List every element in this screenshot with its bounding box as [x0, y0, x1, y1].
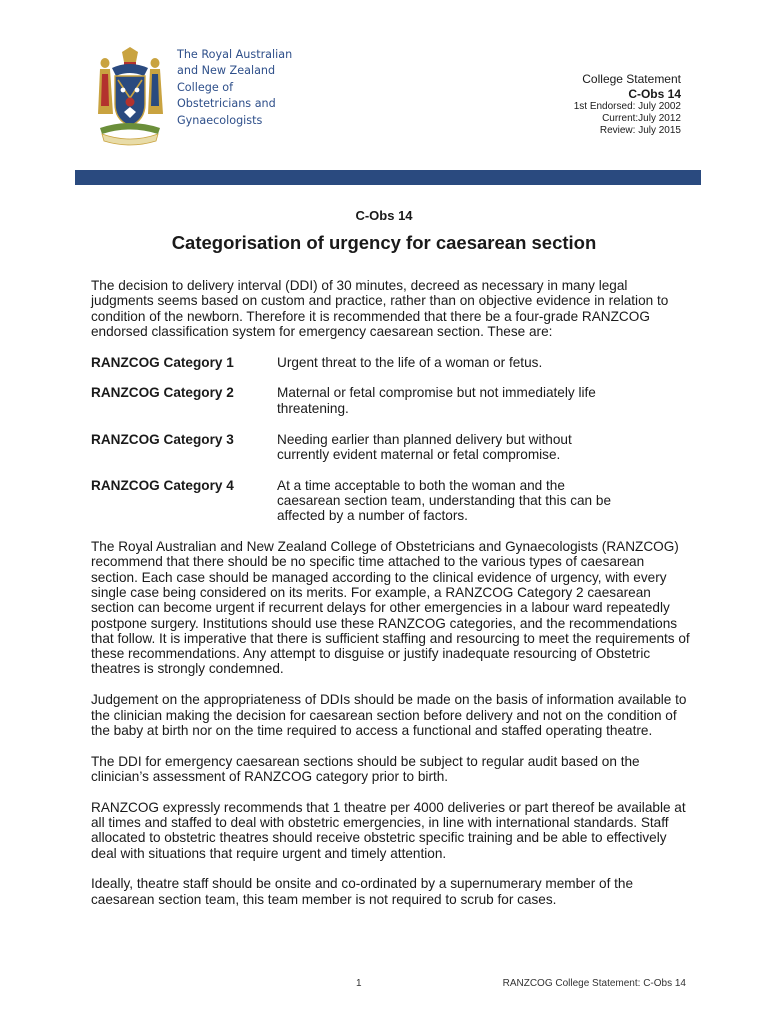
category-row [91, 478, 691, 524]
category-description: Maternal or fetal compromise but not immediately life threatening. [277, 385, 596, 416]
college-name-line: The Royal Australian [177, 48, 293, 61]
category-label: RANZCOG Category 2 [91, 385, 234, 401]
body-paragraph: Judgement on the appropriateness of DDIs should be made on the basis of information available to the clinician making the decision for caesarean section before delivery and not on the condition of the baby at birth nor on the time required to access a functional and staffed operating theatre. [91, 692, 687, 738]
document-code: C-Obs 14 [355, 208, 413, 223]
document-title: Categorisation of urgency for caesarean section [171, 232, 597, 253]
category-description: At a time acceptable to both the woman and the caesarean section team, understanding that this can be affected by a number of factors. [277, 477, 612, 524]
statement-code: C-Obs 14 [628, 87, 681, 101]
college-name-line: Obstetricians and [177, 97, 276, 111]
category-row [91, 432, 691, 463]
page-number: 1 [356, 978, 362, 989]
body-paragraph: The DDI for emergency caesarean sections should be subject to regular audit based on the clinician’s assessment of RANZCOG category prior to birth. [91, 753, 640, 784]
current-date: Current:July 2012 [602, 113, 681, 124]
body-paragraph: Ideally, theatre staff should be onsite and co-ordinated by a supernumerary member of the caesarean section team, this team member is not required to scrub for cases. [91, 876, 634, 907]
category-label: RANZCOG Category 4 [91, 477, 234, 493]
category-row [91, 385, 691, 416]
header-divider-bar [75, 170, 701, 185]
footer-document-ref: RANZCOG College Statement: C-Obs 14 [502, 978, 686, 989]
document-body [91, 278, 691, 923]
statement-type: College Statement [582, 72, 681, 86]
category-row [91, 355, 691, 370]
category-label: RANZCOG Category 3 [91, 431, 234, 447]
body-paragraph: RANZCOG expressly recommends that 1 theatre per 4000 deliveries or part thereof be available at all times and staffed to deal with obstetric emergencies, in line with international standards. Staff allocated to obstetric theatres should receive obstetric specific training and be able to effectively deal with situations that require urgent and timely attention. [91, 799, 686, 861]
category-description: Needing earlier than planned delivery but without currently evident maternal or fetal compromise. [277, 431, 572, 462]
college-crest-logo [94, 46, 166, 146]
review-date: Review: July 2015 [599, 125, 681, 136]
intro-paragraph: The decision to delivery interval (DDI) of 30 minutes, decreed as necessary in many legal judgments seems based on custom and practice, rather than on objective evidence in relation to condition of the newborn. Therefore it is recommended that there be a four-grade RANZCOG endorsed classification system for emergency caesarean section. These are: [91, 278, 669, 339]
category-description: Urgent threat to the life of a woman or fetus. [277, 354, 543, 370]
college-name-line: and New Zealand [177, 64, 276, 78]
statement-info [574, 72, 681, 137]
college-name-line: College of [177, 80, 234, 94]
college-name [177, 47, 337, 129]
endorsed-date: 1st Endorsed: July 2002 [573, 101, 681, 112]
category-label: RANZCOG Category 1 [91, 354, 234, 370]
college-name-line: Gynaecologists [177, 113, 263, 127]
body-paragraph: The Royal Australian and New Zealand College of Obstetricians and Gynaecologists (RANZCOG) recommend that there should be no specific time attached to the various types of caesarean section. Each case should be managed according to the clinical evidence of urgency, with every single case being considered on its merits. For example, a RANZCOG Category 2 caesarean section can become urgent if recurrent delays for other emergencies in a labour ward repeatedly postpone surgery. Institutions should use these RANZCOG categories, and the recommendations that follow. It is imperative that there is sufficient staffing and resourcing to meet the requirements of these recommendations. Any attempt to disguise or justify inadequate resourcing of Obstetric theatres is strongly condemned. [91, 539, 690, 677]
